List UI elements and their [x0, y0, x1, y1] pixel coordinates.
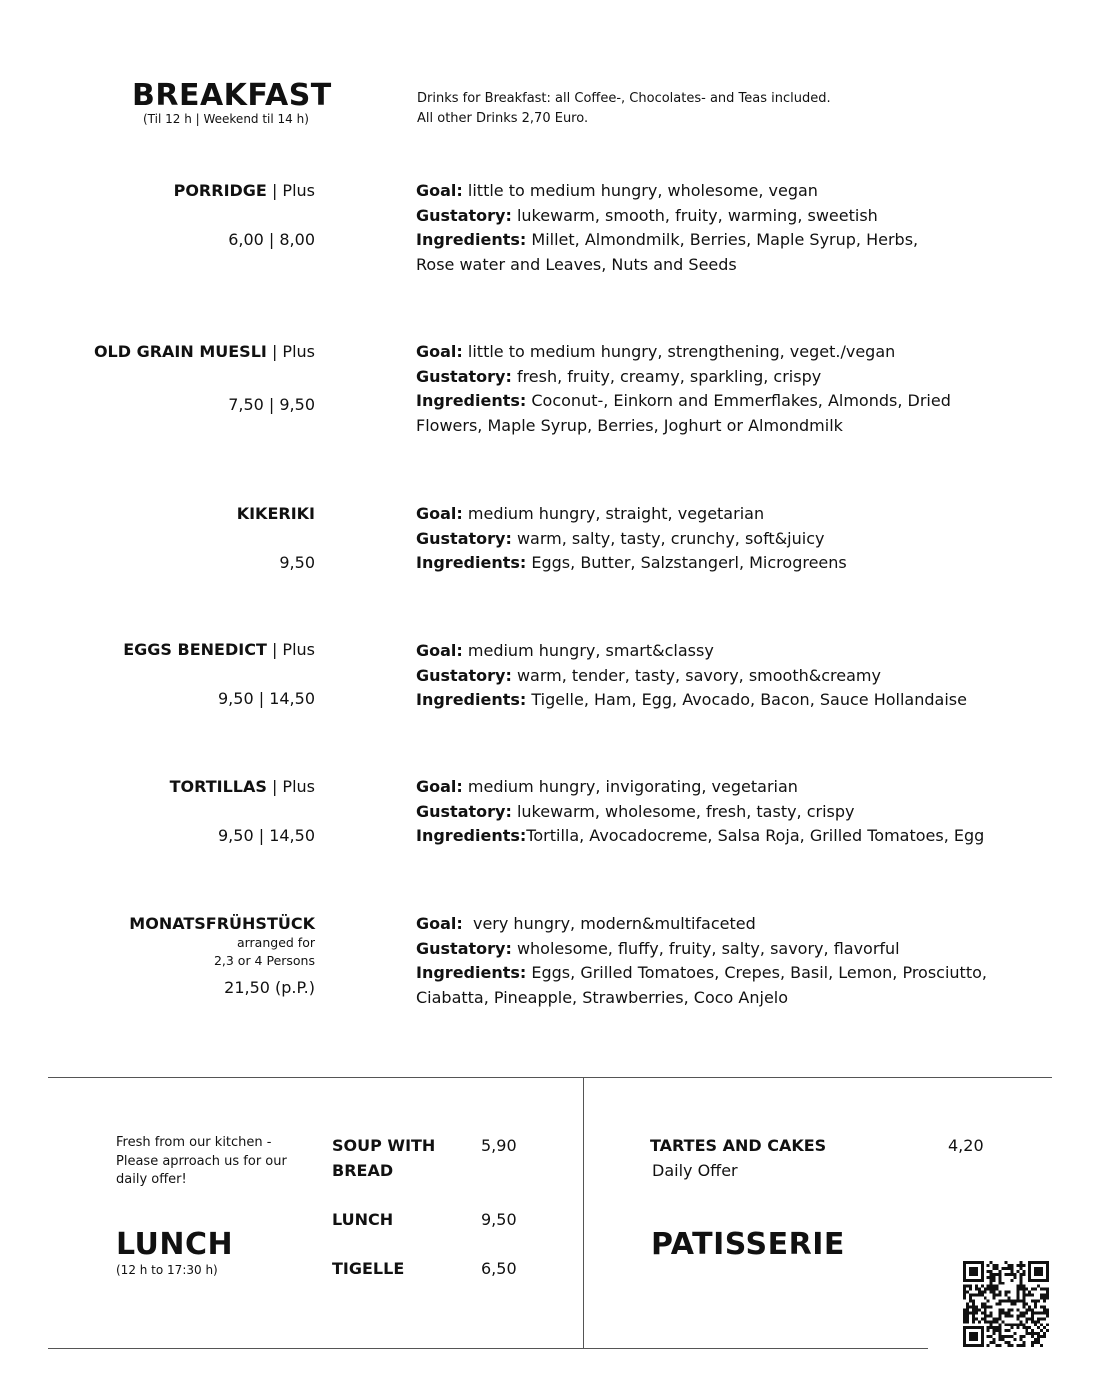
item-name: MONATSFRÜHSTÜCK: [129, 914, 315, 933]
ingredients-label: Ingredients:: [416, 690, 527, 710]
goal-label: Goal:: [416, 777, 463, 796]
ingredients-label: Ingredients:: [416, 391, 527, 411]
top-divider: [48, 1077, 1052, 1078]
ingredients-label: Ingredients:: [416, 963, 527, 983]
breakfast-hours: (Til 12 h | Weekend til 14 h): [143, 112, 309, 126]
goal-label: Goal:: [416, 181, 463, 200]
lunch-item-price: 5,90: [481, 1136, 517, 1155]
ingredients-text: Eggs, Butter, Salzstangerl, Microgreens: [526, 553, 847, 573]
gustatory-label: Gustatory:: [416, 366, 512, 386]
goal-text: medium hungry, straight, vegetarian: [462, 504, 765, 523]
ingredients-text-2: Rose water and Leaves, Nuts and Seeds: [416, 254, 737, 274]
ingredients-label: Ingredients:: [416, 826, 527, 846]
item-name: PORRIDGE: [173, 181, 267, 200]
item-description: [416, 179, 1056, 277]
item-price: 21,50 (p.P.): [224, 978, 315, 997]
goal-label: Goal:: [416, 914, 463, 933]
lunch-note-2: Please aprroach us for our: [116, 1154, 287, 1169]
ingredients-text: Millet, Almondmilk, Berries, Maple Syrup, Herbs,: [526, 230, 919, 250]
gustatory-label: Gustatory:: [416, 528, 512, 548]
patisserie-title: PATISSERIE: [651, 1227, 845, 1262]
item-price: 9,50 | 14,50: [218, 826, 315, 845]
center-divider: [583, 1077, 584, 1349]
item-description: [416, 502, 1056, 576]
goal-text: little to medium hungry, wholesome, vegan: [462, 181, 818, 200]
lunch-item-name-2: BREAD: [332, 1161, 394, 1180]
lunch-item-name: TIGELLE: [332, 1259, 405, 1278]
ingredients-text-2: Flowers, Maple Syrup, Berries, Joghurt or Almondmilk: [416, 415, 843, 435]
menu-item-muesli: [15, 342, 315, 415]
menu-item-porridge: [15, 181, 315, 250]
ingredients-text: Eggs, Grilled Tomatoes, Crepes, Basil, Lemon, Prosciutto,: [526, 963, 987, 983]
lunch-note-1: Fresh from our kitchen -: [116, 1135, 272, 1150]
menu-item-monatsfruehstueck: [15, 914, 315, 998]
goal-label: Goal:: [416, 641, 463, 660]
item-note-1: arranged for: [236, 935, 315, 950]
gustatory-text: warm, salty, tasty, crunchy, soft&juicy: [511, 528, 825, 548]
goal-text: little to medium hungry, strengthening, veget./vegan: [462, 342, 896, 361]
gustatory-label: Gustatory:: [416, 938, 512, 958]
ingredients-text: Tortilla, Avocadocreme, Salsa Roja, Grilled Tomatoes, Egg: [526, 826, 985, 846]
gustatory-text: warm, tender, tasty, savory, smooth&creamy: [511, 665, 881, 685]
lunch-title: LUNCH: [116, 1227, 234, 1262]
gustatory-label: Gustatory:: [416, 665, 512, 685]
item-description: [416, 912, 1056, 1010]
goal-label: Goal:: [416, 342, 463, 361]
gustatory-text: wholesome, fluffy, fruity, salty, savory, flavorful: [511, 938, 900, 958]
patisserie-item-name: TARTES AND CAKES: [650, 1136, 827, 1155]
item-price: 9,50 | 14,50: [218, 689, 315, 708]
goal-label: Goal:: [416, 504, 463, 523]
drinks-note-2: All other Drinks 2,70 Euro.: [417, 111, 589, 126]
item-note-2: 2,3 or 4 Persons: [213, 953, 315, 968]
ingredients-text-2: Ciabatta, Pineapple, Strawberries, Coco Anjelo: [416, 987, 789, 1007]
gustatory-label: Gustatory:: [416, 205, 512, 225]
ingredients-label: Ingredients:: [416, 230, 527, 250]
item-name: OLD GRAIN MUESLI: [93, 342, 267, 361]
drinks-note-1: Drinks for Breakfast: all Coffee-, Chocolates- and Teas included.: [417, 91, 831, 106]
lunch-item-price: 9,50: [481, 1210, 517, 1229]
breakfast-title: BREAKFAST: [132, 78, 332, 113]
item-suffix: | Plus: [266, 342, 315, 361]
item-description: [416, 639, 1056, 713]
patisserie-item-price: 4,20: [948, 1136, 984, 1155]
gustatory-text: lukewarm, smooth, fruity, warming, sweetish: [511, 205, 878, 225]
item-suffix: | Plus: [266, 777, 315, 796]
bottom-divider: [48, 1348, 928, 1349]
patisserie-item-sub: Daily Offer: [652, 1161, 738, 1180]
item-description: [416, 340, 1056, 438]
goal-text: medium hungry, invigorating, vegetarian: [462, 777, 798, 796]
item-name: KIKERIKI: [236, 504, 315, 523]
goal-text: medium hungry, smart&classy: [462, 641, 714, 660]
item-suffix: | Plus: [266, 640, 315, 659]
item-suffix: | Plus: [266, 181, 315, 200]
item-name: TORTILLAS: [169, 777, 267, 796]
ingredients-label: Ingredients:: [416, 553, 527, 573]
gustatory-text: fresh, fruity, creamy, sparkling, crispy: [511, 366, 822, 386]
item-description: [416, 775, 1056, 849]
item-price: 7,50 | 9,50: [228, 395, 315, 414]
gustatory-label: Gustatory:: [416, 801, 512, 821]
lunch-item-name: SOUP WITH: [332, 1136, 436, 1155]
menu-item-eggs-benedict: [15, 640, 315, 709]
item-price: 6,00 | 8,00: [228, 230, 315, 249]
item-price: 9,50: [279, 553, 315, 572]
ingredients-text: Tigelle, Ham, Egg, Avocado, Bacon, Sauce Hollandaise: [526, 690, 967, 710]
goal-text: very hungry, modern&multifaceted: [462, 914, 756, 933]
ingredients-text: Coconut-, Einkorn and Emmerflakes, Almonds, Dried: [526, 391, 951, 411]
lunch-item-name: LUNCH: [332, 1210, 394, 1229]
lunch-hours: (12 h to 17:30 h): [116, 1263, 218, 1277]
gustatory-text: lukewarm, wholesome, fresh, tasty, crispy: [511, 801, 855, 821]
lunch-note-3: daily offer!: [116, 1172, 187, 1187]
lunch-item-price: 6,50: [481, 1259, 517, 1278]
menu-item-tortillas: [15, 777, 315, 846]
item-name: EGGS BENEDICT: [123, 640, 267, 659]
menu-item-kikeriki: [15, 504, 315, 573]
qr-code-icon[interactable]: [963, 1261, 1049, 1347]
